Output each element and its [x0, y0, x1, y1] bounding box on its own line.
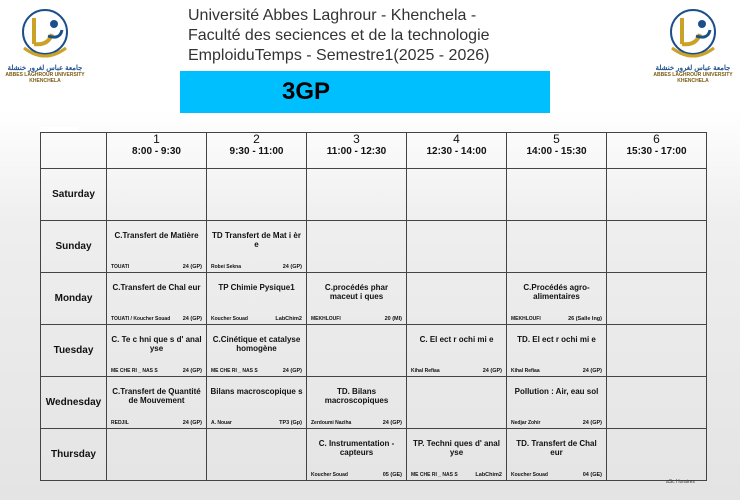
empty-cell [407, 169, 507, 221]
footnote: aSc Horaires [666, 479, 695, 485]
empty-cell [607, 169, 707, 221]
slot-number: 2 [253, 132, 260, 146]
empty-cell [207, 429, 307, 481]
teacher-name: TOUATI [111, 264, 130, 270]
course-title: C.procédés phar maceut i ques [324, 283, 389, 301]
session-footer [111, 420, 202, 426]
day-row [41, 221, 707, 273]
session-footer [511, 472, 602, 478]
empty-cell [607, 429, 707, 481]
session-cell [307, 377, 407, 429]
room-label: 24 (GP) [182, 316, 202, 322]
session-footer [211, 368, 302, 374]
session-footer [411, 368, 502, 374]
slot-time: 15:30 - 17:00 [626, 146, 687, 157]
day-row [41, 169, 707, 221]
session-cell [307, 429, 407, 481]
room-label: 24 (GP) [582, 420, 602, 426]
faculty-name: Faculté des seciences et de la technologie [188, 27, 490, 44]
session-footer [111, 264, 202, 270]
room-label: 24 (GP) [582, 368, 602, 374]
session-cell [107, 377, 207, 429]
slot-number: 3 [353, 132, 360, 146]
session-footer [111, 368, 202, 374]
teacher-name: ME CHE RI _ NAS S [111, 368, 158, 374]
room-label: LabChim2 [275, 316, 302, 322]
room-label: 24 (GP) [482, 368, 502, 374]
teacher-name: Robei Sekna [211, 264, 242, 270]
session-footer [511, 368, 602, 374]
slot-number: 5 [553, 132, 560, 146]
session-footer [211, 264, 302, 270]
teacher-name: Koucher Souad [511, 472, 548, 478]
teacher-name: REDJIL [111, 420, 129, 426]
session-cell [507, 325, 607, 377]
teacher-name: ME CHE RI _ NAS S [411, 472, 458, 478]
course-title: TD. Bilans macroscopiques [324, 387, 389, 405]
teacher-name: Koucher Souad [311, 472, 348, 478]
session-cell [107, 273, 207, 325]
course-title: C.Cinétique et catalyse homogène [212, 335, 301, 353]
room-label: LabChim2 [475, 472, 502, 478]
session-cell [107, 221, 207, 273]
slot-number: 6 [653, 132, 660, 146]
slot-header [507, 133, 607, 169]
empty-cell [107, 169, 207, 221]
session-footer [511, 316, 602, 322]
logo-arabic-text: جامعة عباس لغرور خنشلة [655, 65, 731, 72]
room-label: 04 (GE) [582, 472, 602, 478]
course-title: C. El ect r ochi mi e [419, 335, 494, 344]
room-label: 24 (GP) [182, 420, 202, 426]
session-footer [111, 316, 202, 322]
slot-time: 12:30 - 14:00 [426, 146, 487, 157]
empty-cell [407, 377, 507, 429]
course-title: C.Procédés agro-alimentaires [523, 283, 590, 301]
logo-emblem-icon [4, 6, 86, 66]
course-title: Pollution : Air, eau sol [514, 387, 599, 396]
teacher-name: Kihal Refiaa [411, 368, 440, 374]
session-footer [511, 420, 602, 426]
teacher-name: MEKHLOUFI [511, 316, 541, 322]
university-logo-left [4, 6, 86, 82]
course-title: TP Chimie Pysique1 [218, 283, 295, 292]
day-label: Thursday [41, 429, 107, 481]
slot-time: 11:00 - 12:30 [326, 146, 387, 157]
day-label: Saturday [41, 169, 107, 221]
day-row [41, 273, 707, 325]
empty-cell [607, 273, 707, 325]
logo-arabic-text: جامعة عباس لغرور خنشلة [7, 65, 83, 72]
session-cell [307, 273, 407, 325]
slot-time: 8:00 - 9:30 [132, 146, 181, 157]
course-title: TD Transfert de Mat i èr e [212, 231, 301, 249]
course-title: TP. Techni ques d' anal yse [413, 439, 500, 457]
document-header [188, 6, 608, 66]
empty-cell [607, 377, 707, 429]
course-title: C.Transfert de Matière [114, 231, 199, 240]
room-label: 05 (GE) [382, 472, 402, 478]
teacher-name: A. Nouar [211, 420, 232, 426]
room-label: 24 (GP) [282, 368, 302, 374]
course-title: TD. Transfert de Chal eur [516, 439, 597, 457]
day-label: Sunday [41, 221, 107, 273]
empty-cell [507, 221, 607, 273]
teacher-name: TOUATI / Koucher Souad [111, 316, 171, 322]
day-label: Wednesday [41, 377, 107, 429]
day-row [41, 377, 707, 429]
session-cell [507, 377, 607, 429]
corner-cell [41, 133, 107, 169]
session-cell [507, 273, 607, 325]
teacher-name: ME CHE RI _ NAS S [211, 368, 258, 374]
university-name: Université Abbes Laghrour - Khenchela - [188, 7, 477, 24]
course-title: TD. El ect r ochi mi e [517, 335, 596, 344]
teacher-name: Kihal Refiaa [511, 368, 540, 374]
course-title: Bilans macroscopique s [210, 387, 303, 396]
day-row [41, 325, 707, 377]
slot-number: 4 [453, 132, 460, 146]
empty-cell [307, 169, 407, 221]
course-title: C. Te c hni que s d' anal yse [111, 335, 202, 353]
teacher-name: MEKHLOUFI [311, 316, 341, 322]
session-footer [211, 316, 302, 322]
room-label: 24 (GP) [182, 264, 202, 270]
session-cell [407, 325, 507, 377]
empty-cell [607, 325, 707, 377]
room-label: 24 (GP) [382, 420, 402, 426]
slot-header [107, 133, 207, 169]
timetable [40, 132, 707, 481]
group-banner [180, 71, 550, 113]
empty-cell [407, 273, 507, 325]
day-row [41, 429, 707, 481]
slot-number: 1 [153, 132, 160, 146]
session-footer [211, 420, 302, 426]
logo-latin-text: ABBES LAGHROUR UNIVERSITY KHENCHELA [653, 72, 733, 84]
empty-cell [107, 429, 207, 481]
session-cell [207, 273, 307, 325]
session-cell [207, 221, 307, 273]
slot-header [307, 133, 407, 169]
course-title: C.Transfert de Quantité de Mouvement [112, 387, 201, 405]
day-label: Tuesday [41, 325, 107, 377]
empty-cell [307, 325, 407, 377]
group-name: 3GP [282, 78, 331, 105]
room-label: 26 (Salle Ing) [568, 316, 602, 322]
teacher-name: Koucher Souad [211, 316, 248, 322]
empty-cell [507, 169, 607, 221]
session-cell [107, 325, 207, 377]
university-logo-right [652, 6, 734, 82]
empty-cell [607, 221, 707, 273]
slot-header [607, 133, 707, 169]
session-footer [311, 420, 402, 426]
empty-cell [407, 221, 507, 273]
session-cell [207, 377, 307, 429]
room-label: 24 (GP) [282, 264, 302, 270]
teacher-name: Zerdoumi Naziha [311, 420, 352, 426]
course-title: C.Transfert de Chal eur [112, 283, 201, 292]
schedule-title: EmploiduTemps - Semestre1(2025 - 2026) [188, 47, 490, 64]
header-row [41, 133, 707, 169]
logo-latin-text: ABBES LAGHROUR UNIVERSITY KHENCHELA [5, 72, 85, 84]
session-footer [311, 316, 402, 322]
session-footer [311, 472, 402, 478]
day-label: Monday [41, 273, 107, 325]
empty-cell [207, 169, 307, 221]
course-title: C. Instrumentation -capteurs [318, 439, 395, 457]
session-footer [411, 472, 502, 478]
logo-emblem-icon [652, 6, 734, 66]
teacher-name: Nedjar Zohir [511, 420, 541, 426]
room-label: 24 (GP) [182, 368, 202, 374]
session-cell [207, 325, 307, 377]
slot-time: 14:00 - 15:30 [526, 146, 587, 157]
session-cell [507, 429, 607, 481]
slot-header [207, 133, 307, 169]
slot-header [407, 133, 507, 169]
session-cell [407, 429, 507, 481]
slot-time: 9:30 - 11:00 [229, 146, 284, 157]
room-label: TP3 (Gp) [279, 420, 302, 426]
room-label: 20 (MI) [384, 316, 402, 322]
empty-cell [307, 221, 407, 273]
